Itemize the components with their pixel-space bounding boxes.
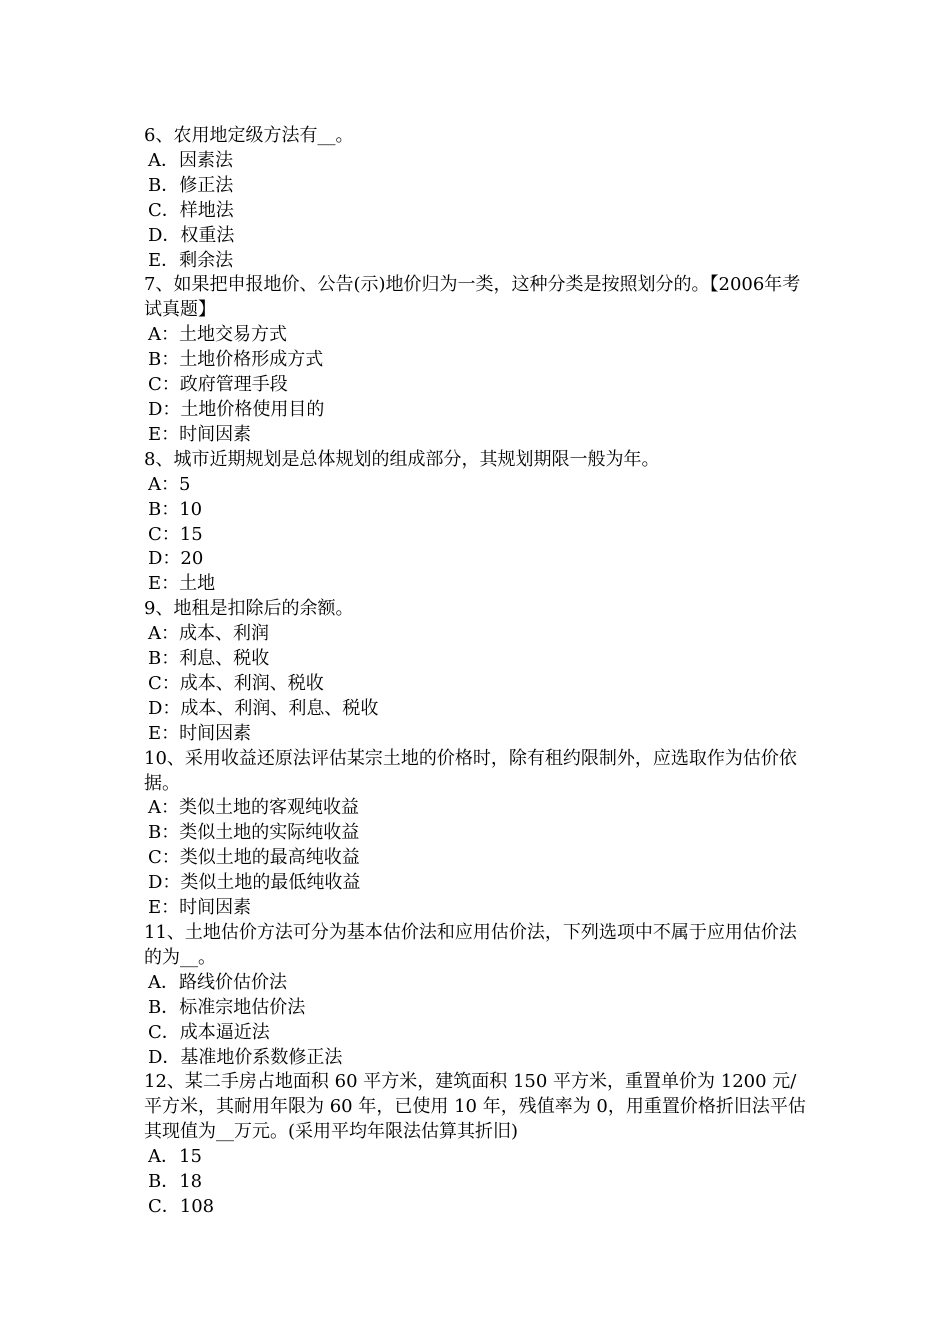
- question-7: [144, 273, 812, 447]
- question-text: 6、农用地定级方法有__。: [144, 125, 354, 146]
- question-text: 10、采用收益还原法评估某宗土地的价格时，除有租约限制外，应选取作为估价依据。: [144, 747, 797, 794]
- option-a: A：成本、利润: [148, 623, 269, 645]
- question-text: 9、地租是扣除后的余额。: [144, 598, 354, 620]
- option-d: D：20: [148, 548, 204, 570]
- option-c: C．成本逼近法: [148, 1021, 270, 1043]
- document-page: [144, 124, 812, 1220]
- option-c: C．108: [148, 1195, 215, 1217]
- question-text: 12、某二手房占地面积 60 平方米，建筑面积 150 平方米，重置单价为 1200 元/平方米，其耐用年限为 60 年，已使用 10 年，残值率为 0，用重置价格折旧法平估其现值为__万元。(采用平均年限法估算其折旧): [144, 1071, 806, 1143]
- question-text: 7、如果把申报地价、公告(示)地价归为一类，这种分类是按照划分的。【2006年考试真题】: [144, 274, 801, 321]
- option-b: B．18: [148, 1171, 203, 1193]
- option-c: C：类似土地的最高纯收益: [148, 847, 360, 869]
- option-a: A：土地交易方式: [148, 324, 287, 346]
- option-a: A．因素法: [148, 149, 233, 171]
- option-a: A：类似土地的客观纯收益: [148, 797, 359, 819]
- question-11: [144, 921, 812, 1070]
- option-a: A．路线价估价法: [148, 971, 287, 993]
- option-d: D：类似土地的最低纯收益: [148, 872, 361, 894]
- option-c: C：15: [148, 523, 203, 545]
- option-d: D：土地价格使用目的: [148, 398, 325, 420]
- question-text: 11、土地估价方法可分为基本估价法和应用估价法，下列选项中不属于应用估价法的为__。: [144, 922, 797, 968]
- option-d: D．权重法: [148, 224, 235, 246]
- option-b: B：10: [148, 498, 203, 520]
- option-c: C：成本、利润、税收: [148, 672, 324, 694]
- option-c: C：政府管理手段: [148, 374, 288, 396]
- option-b: B：土地价格形成方式: [148, 349, 324, 371]
- option-d: D．基准地价系数修正法: [148, 1046, 343, 1068]
- option-e: E：时间因素: [148, 423, 252, 445]
- option-c: C．样地法: [148, 199, 234, 221]
- question-8: [144, 448, 812, 597]
- question-12: [144, 1070, 812, 1219]
- question-9: [144, 597, 812, 746]
- option-e: E．剩余法: [148, 249, 234, 271]
- question-10: [144, 747, 812, 921]
- option-a: A．15: [148, 1146, 202, 1168]
- option-e: E：时间因素: [148, 722, 252, 744]
- option-b: B．标准宗地估价法: [148, 996, 306, 1018]
- option-b: B：类似土地的实际纯收益: [148, 822, 360, 844]
- question-text: 8、城市近期规划是总体规划的组成部分，其规划期限一般为年。: [144, 448, 660, 470]
- question-6: [144, 124, 812, 273]
- option-e: E：时间因素: [148, 897, 252, 919]
- option-b: B：利息、税收: [148, 648, 270, 670]
- option-b: B．修正法: [148, 174, 234, 196]
- option-e: E：土地: [148, 573, 216, 595]
- option-a: A：5: [148, 473, 191, 495]
- option-d: D：成本、利润、利息、税收: [148, 697, 379, 719]
